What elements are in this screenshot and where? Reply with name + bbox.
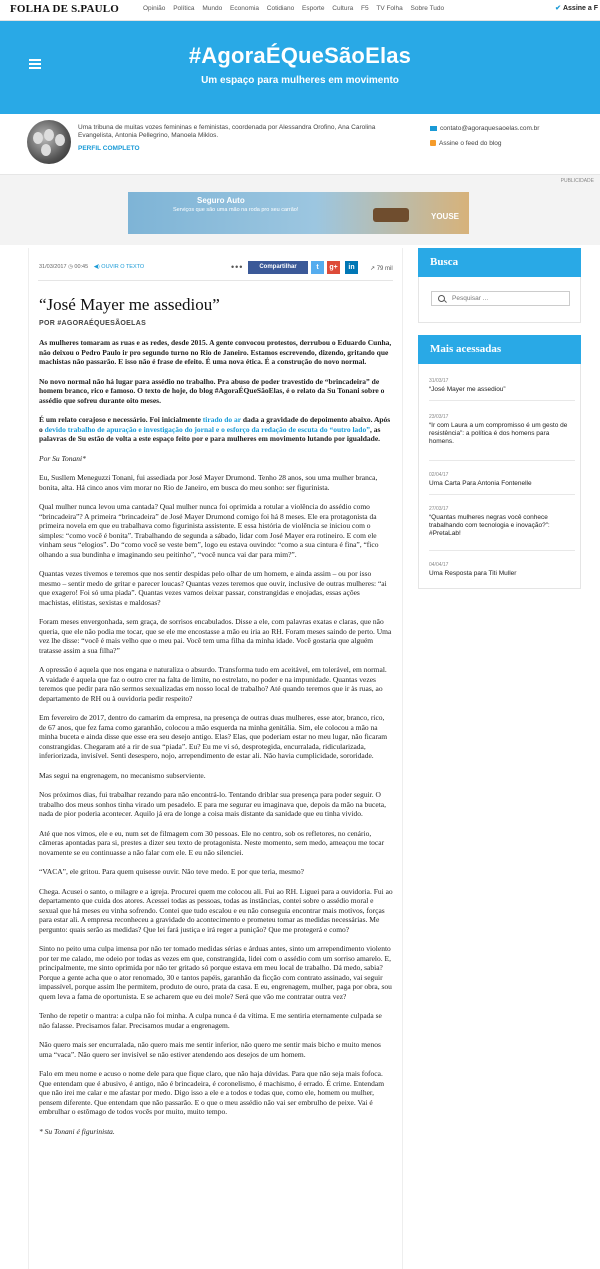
- feed-link[interactable]: [430, 139, 539, 148]
- search-icon: [438, 295, 445, 302]
- item-date: 04/04/17: [429, 562, 449, 568]
- check-icon: ✔: [555, 5, 561, 12]
- nav-item-politica[interactable]: Política: [173, 5, 195, 12]
- nav-item-mundo[interactable]: Mundo: [202, 5, 223, 12]
- profile-link[interactable]: PERFIL COMPLETO: [78, 145, 140, 152]
- article-body: [39, 338, 393, 1146]
- paragraph: Foram meses envergonhada, sem graça, de sorrisos encabulados. Disse a ele, com palavras exatas e claras, que não queria, que ele não podia me tocar, que se ele me encostasse a mão eu iria ao RH. Foram meses saindo de perto. Uma vez lhe disse: “você é mais velho que o meu pai. Você tem uma filha da minha idade. Você gostaria que alguém tratasse assim a sua filha?”: [39, 617, 392, 655]
- paragraph: Até que nos vimos, ele e eu, num set de filmagem com 30 pessoas. Ele no centro, sob os refletores, no cenário, câmeras apontadas para si, prestes a dizer seu texto de protagonista. Neste momento, sem medo, ameaçou me tocar novamente se eu continuasse a não falar com ele. E eu não silenciei.: [39, 828, 385, 857]
- nav-item-economia[interactable]: Economia: [230, 5, 259, 12]
- paragraph: Tenho de repetir o mantra: a culpa não foi minha. A culpa nunca é da vítima. E me sentiria eternamente culpada se não falasse. Precisamos falar. Precisamos mudar a engrenagem.: [39, 1011, 382, 1030]
- item-title: Uma Carta Para Antonia Fontenelle: [429, 480, 532, 487]
- article-author: POR #AGORAÉQUESÃOELAS: [39, 320, 147, 327]
- lead-text: dada a gravidade do depoimento abaixo. Após o: [39, 415, 391, 434]
- paragraph: Chega. Acusei o santo, o milagre e a igreja. Procurei quem me colocou ali. Fui ao RH. Liguei para a ouvidoria. Fui ao departamento que cuida dos atores. Acessei todas as pessoas, todas as instâncias, contei sobre o assédio moral e sexual que há meses eu vinha sofrendo. Contei que tudo escalou e eu não conseguia encontrar mais motivos, forças para estar ali. A empresa reconheceu a gravidade do acontecimento e prometeu tomar as medidas necessárias. Me pergunto: quais serão as medidas? Que lei fará justiça e irá reger a punição? Que me protegerá e como?: [39, 886, 393, 934]
- item-title: “José Mayer me assediou”: [429, 386, 506, 393]
- blog-subtitle: Um espaço para mulheres em movimento: [201, 75, 399, 86]
- ad-title: Seguro Auto: [197, 196, 245, 205]
- share-count-label: 79 mil: [376, 266, 393, 272]
- article-time: 00:45: [74, 264, 89, 270]
- top-nav: [143, 5, 450, 12]
- ad-slogan: Serviços que são uma mão na roda pro seu carrão!: [173, 207, 299, 213]
- list-item[interactable]: [429, 414, 575, 461]
- folha-logo[interactable]: FOLHA DE S.PAULO: [10, 3, 120, 15]
- linkedin-icon[interactable]: in: [345, 261, 358, 274]
- facebook-share-button[interactable]: [248, 261, 308, 274]
- item-date: 23/03/17: [429, 414, 449, 420]
- divider: [38, 280, 393, 281]
- blog-about: [0, 114, 600, 175]
- mail-icon: [430, 126, 437, 131]
- blog-description: Uma tribuna de muitas vozes femininas e feministas, coordenada por Alessandra Orofino, Ana Carolina Evangelista, Antonia Pellegrino, Manoela Miklos.: [78, 124, 376, 139]
- item-title: “Ir com Laura a um compromisso é um gesto de resistência”: a política é dos homens para homens.: [429, 422, 568, 445]
- footnote: * Su Tonani é figurinista.: [39, 1126, 115, 1136]
- item-title: Uma Resposta para Titi Muller: [429, 570, 517, 577]
- article: [28, 248, 403, 1269]
- nav-item-sobre-tudo[interactable]: Sobre Tudo: [410, 5, 445, 12]
- article-title: “José Mayer me assediou”: [39, 295, 220, 314]
- nav-item-cotidiano[interactable]: Cotidiano: [266, 5, 295, 12]
- search-widget: [418, 248, 581, 277]
- paragraph: A opressão é aquela que nos engana e naturaliza o absurdo. Transforma tudo em aceitável, em tolerável, em normal. A vaidade é aquela que faz o outro crer na falta de limite, no estrelato, no poder e na impunidade. Quantas vezes teremos que pedir para não sermos sexualizadas em nosso local de trabalho? Até quando teremos que ir às ruas, ao departamento de RH ou à ouvidoria pedir respeito?: [39, 665, 387, 703]
- rss-icon: [430, 140, 436, 146]
- nav-item-esporte[interactable]: Esporte: [302, 5, 325, 12]
- twitter-icon[interactable]: t: [311, 261, 324, 274]
- ad-banner[interactable]: [128, 192, 469, 234]
- investigation-link[interactable]: devido trabalho de apuração e investigação do jornal e o esforço da redação de escuta do “outro lado”: [44, 424, 370, 434]
- nav-item-cultura[interactable]: Cultura: [332, 5, 354, 12]
- lead-paragraph: As mulheres tomaram as ruas e as redes, desde 2015. A gente convocou protestos, derrubou o Eduardo Cunha, não deixou o Pedro Paulo ir pro segundo turno no Rio de Janeiro. Estamos escrevendo, dizendo, gritando que machistas não passarão. E isso não é frase de efeito. É uma nova ética. É a construção do novo normal.: [39, 338, 392, 366]
- car-image: [373, 208, 409, 222]
- most-read-widget: [418, 335, 581, 364]
- paragraph: Em fevereiro de 2017, dentro do camarim da empresa, na presença de outras duas mulheres, esse ator, branco, rico, de 67 anos, que fez fama como garanhão, colocou a mão esquerda na minha genitália. Sim, ele colocou a mão na minha buceta e ainda disse que esse era seu desejo antigo. Elas? Elas, que poderiam estar no meu lugar, não ficaram constrangidas. Chegaram até a rir de sua “piada”. Eu? Eu me vi só, desprotegida, encurralada, ridicularizada, inferiorizada, invisível. Senti desespero, nojo, arrependimento de estar ali. Não havia cumplicidade, sororidade.: [39, 713, 388, 760]
- item-title: “Quantas mulheres negras você conhece trabalhando com tecnologia e inovação?”: #PretaLab!: [429, 514, 550, 537]
- subscribe-label: Assine a F: [562, 5, 598, 12]
- paragraph: Mas segui na engrenagem, no mecanismo subserviente.: [39, 770, 206, 780]
- item-date: 02/04/17: [429, 472, 449, 478]
- paragraph: Quantas vezes tivemos e teremos que nos sentir despidas pelo olhar de um homem, e ainda assim – ou por isso mesmo – sentir medo de gritar e parecer loucas? Quantas vezes teremos que ouvir, inclusive de outras mulheres: “ai que exagero! Foi só uma piada”. Quantas vezes vamos deixar passar, constrangidas e enojadas, essas ações machistas, elitistas, sexistas e maldosas?: [39, 569, 387, 607]
- listen-button[interactable]: [94, 264, 144, 270]
- speaker-icon: ◀): [93, 264, 100, 270]
- list-item[interactable]: [429, 506, 575, 551]
- listen-label: OUVIR O TEXTO: [101, 264, 145, 270]
- list-item[interactable]: [429, 562, 575, 582]
- ad-brand: YOUSE: [430, 212, 459, 221]
- paragraph: Eu, Susllem Meneguzzi Tonani, fui assediada por José Mayer Drumond. Tenho 28 anos, sou uma mulher branca, bonita, alta. Há cinco anos vim morar no Rio de Janeiro, em busca do meu sonho: ser figurinista.: [39, 473, 378, 492]
- subscribe-link[interactable]: [555, 4, 598, 12]
- top-bar: [0, 0, 600, 21]
- lead-paragraph: [39, 415, 393, 444]
- facebook-share-label: Compartilhar: [259, 264, 297, 270]
- removed-link[interactable]: tirado do ar: [202, 415, 241, 424]
- byline: Por Su Tonani*: [39, 453, 86, 463]
- blog-header: [0, 21, 600, 114]
- paragraph: Falo em meu nome e acuso o nome dele para que fique claro, que não haja dúvidas. Para que não seja mais fofoca. Que entendam que é abusivo, é antigo, não é brincadeira, é coronelismo, é machismo, é errado. É crime. Entendam que não irei me calar e me afastar por medo. Digo isso a ele e a todos e todas que, como ele, homem ou mulher, pensem diferente. Que entendam que não passarão. E o que o meu assédio não vai ser embrulho de peixe. Vai é embrulhar o estômago de todos vocês por muito, muito tempo.: [39, 1069, 385, 1116]
- blog-contact: [430, 124, 539, 154]
- item-date: 31/03/17: [429, 378, 449, 384]
- search-widget-body: [418, 277, 581, 323]
- clock-icon: ◷: [68, 264, 73, 270]
- article-meta: [39, 264, 144, 270]
- paragraph: Qual mulher nunca levou uma cantada? Qual mulher nunca foi oprimida a rotular a violência do assédio como “brincadeira”? A primeira “brincadeira” de José Mayer Drumond comigo foi há 8 meses. Ele era protagonista da primeira novela em que eu trabalhava como figurinista assistente. E essa história de violência se iniciou com o simples: “como você é bonita”. Trabalhando de segunda a sábado, lidar com José Mayer era rotineiro. E com ele vinham seus “elogios”. Do “como você se veste bem”, logo eu estava ouvindo: “como a sua cintura é fina”, “fico olhando a sua bundinha e imaginando seu peitinho”, “você nunca vai dar para mim?”.: [39, 502, 379, 559]
- share-count: ↗ 79 mil: [370, 266, 393, 272]
- blog-title[interactable]: #AgoraÉQueSãoElas: [188, 43, 412, 68]
- search-widget-title: Busca: [418, 248, 581, 277]
- ad-label: PUBLICIDADE: [560, 178, 594, 184]
- email-label: contato@agoraquesaoelas.com.br: [440, 125, 540, 132]
- most-read-list: [418, 364, 581, 589]
- nav-item-f5[interactable]: F5: [361, 5, 369, 12]
- search-placeholder: Pesquisar ...: [452, 295, 489, 302]
- most-read-title: Mais acessadas: [418, 335, 581, 364]
- nav-item-tv-folha[interactable]: TV Folha: [376, 5, 403, 12]
- list-item[interactable]: [429, 378, 575, 401]
- google-plus-icon[interactable]: g+: [327, 261, 340, 274]
- lead-paragraph: No novo normal não há lugar para assédio no trabalho. Pra abuso de poder travestido de “brincadeira” de homem branco, rico e famoso. O texto de hoje, do blog #AgoraÉQueSãoElas, é o relato da Su Tonani sobre o assédio que sofreu durante oito meses.: [39, 376, 385, 405]
- lead-text: , as palavras de Su estão de volta a este espaço feito por e para mulheres em movimento lutando por igualdade.: [39, 424, 381, 443]
- nav-item-opiniao[interactable]: Opinião: [143, 5, 166, 12]
- lead-text: É um relato corajoso e necessário. Foi inicialmente: [39, 415, 203, 424]
- list-item[interactable]: [429, 472, 575, 495]
- paragraph: “VACA”, ele gritou. Para quem quisesse ouvir. Não teve medo. E por que teria, mesmo?: [39, 867, 305, 876]
- feed-label: Assine o feed do blog: [439, 140, 502, 147]
- item-date: 27/03/17: [429, 506, 449, 512]
- ad-strip: [0, 175, 600, 245]
- more-options-icon[interactable]: •••: [231, 262, 244, 272]
- paragraph: Nos próximos dias, fui trabalhar rezando para não encontrá-lo. Tentando driblar sua presença para poder seguir. O trabalho dos meus sonhos tinha virado um pesadelo. E para me segurar eu imaginava que, depois da mão na buceta, nada de pior poderia acontecer. Aquilo já era de longe a coisa mais distante da sanidade que eu tinha vivido.: [39, 790, 386, 818]
- article-date: 31/03/2017: [39, 264, 67, 270]
- paragraph: Não quero mais ser encurralada, não quero mais me sentir inferior, não quero me sentir mais bicho e muito menos uma “vaca”. Não quero ser invisível se não estiver atendendo aos desejos de um homem.: [39, 1040, 381, 1059]
- authors-avatar: [27, 120, 71, 164]
- paragraph: Sinto no peito uma culpa imensa por não ter tomado medidas sérias e árduas antes, sinto um arrependimento violento por ter me calado, me odeio por todas as vezes em que, constrangida, lidei com o assédio com um sorriso amarelo. E, principalmente, me sinto oprimida por não ter gritado só porque estava em meu local de trabalho. Dá medo, sabia? Porque a gente acha que o ator renomado, 30 e tantos papéis, garanhão da ficção com contrato assinado, vai seguir impassível, porque assim lhe permitem, produto de ouro, prata da casa. E eu, engrenagem, mulher, paga por obra, sou quem leva a fama de oportunista. E se acharem que eu dei mole? Será que vão me contratar outra vez?: [39, 944, 392, 1001]
- email-contact[interactable]: [430, 124, 539, 133]
- search-input[interactable]: [431, 291, 570, 306]
